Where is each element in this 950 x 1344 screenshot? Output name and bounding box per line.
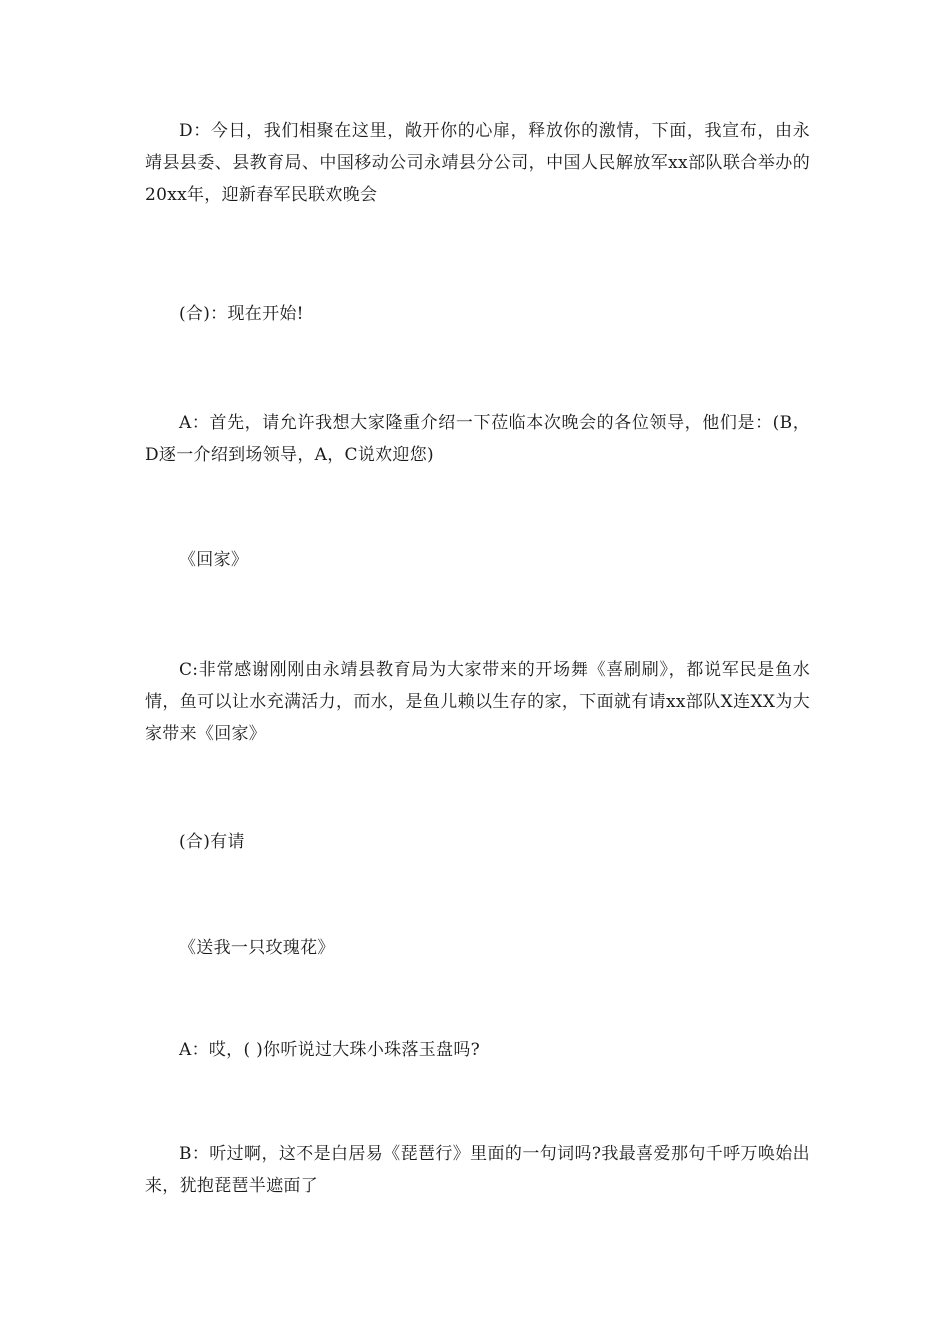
paragraph-d-opening: D：今日，我们相聚在这里，敞开你的心扉，释放你的激情，下面，我宣布，由永靖县县委、县教育局、中国移动公司永靖县分公司，中国人民解放军xx部队联合举办的20xx年，迎新春军民联欢晚会 [145,121,810,205]
paragraph-together-invite: (合)有请 [179,832,245,852]
paragraph-b-answer: B：听过啊，这不是白居易《琵琶行》里面的一句词吗?我最喜爱那句千呼万唤始出来，犹抱琵琶半遮面了 [145,1144,810,1196]
paragraph-a-question: A：哎，( )你听说过大珠小珠落玉盘吗? [179,1040,481,1060]
paragraph-program-huijia: 《回家》 [179,550,249,570]
paragraph-c-thanks: C:非常感谢刚刚由永靖县教育局为大家带来的开场舞《喜刷刷》，都说军民是鱼水情，鱼可以让水充满活力，而水，是鱼儿赖以生存的家，下面就有请xx部队X连XX为大家带来《回家》 [145,660,810,744]
paragraph-program-rose: 《送我一只玫瑰花》 [179,938,335,958]
paragraph-together-start: (合)：现在开始! [179,304,304,324]
paragraph-a-introduce-leaders: A：首先，请允许我想大家隆重介绍一下莅临本次晚会的各位领导，他们是：(B，D逐一介绍到场领导，A，C说欢迎您) [145,413,810,465]
